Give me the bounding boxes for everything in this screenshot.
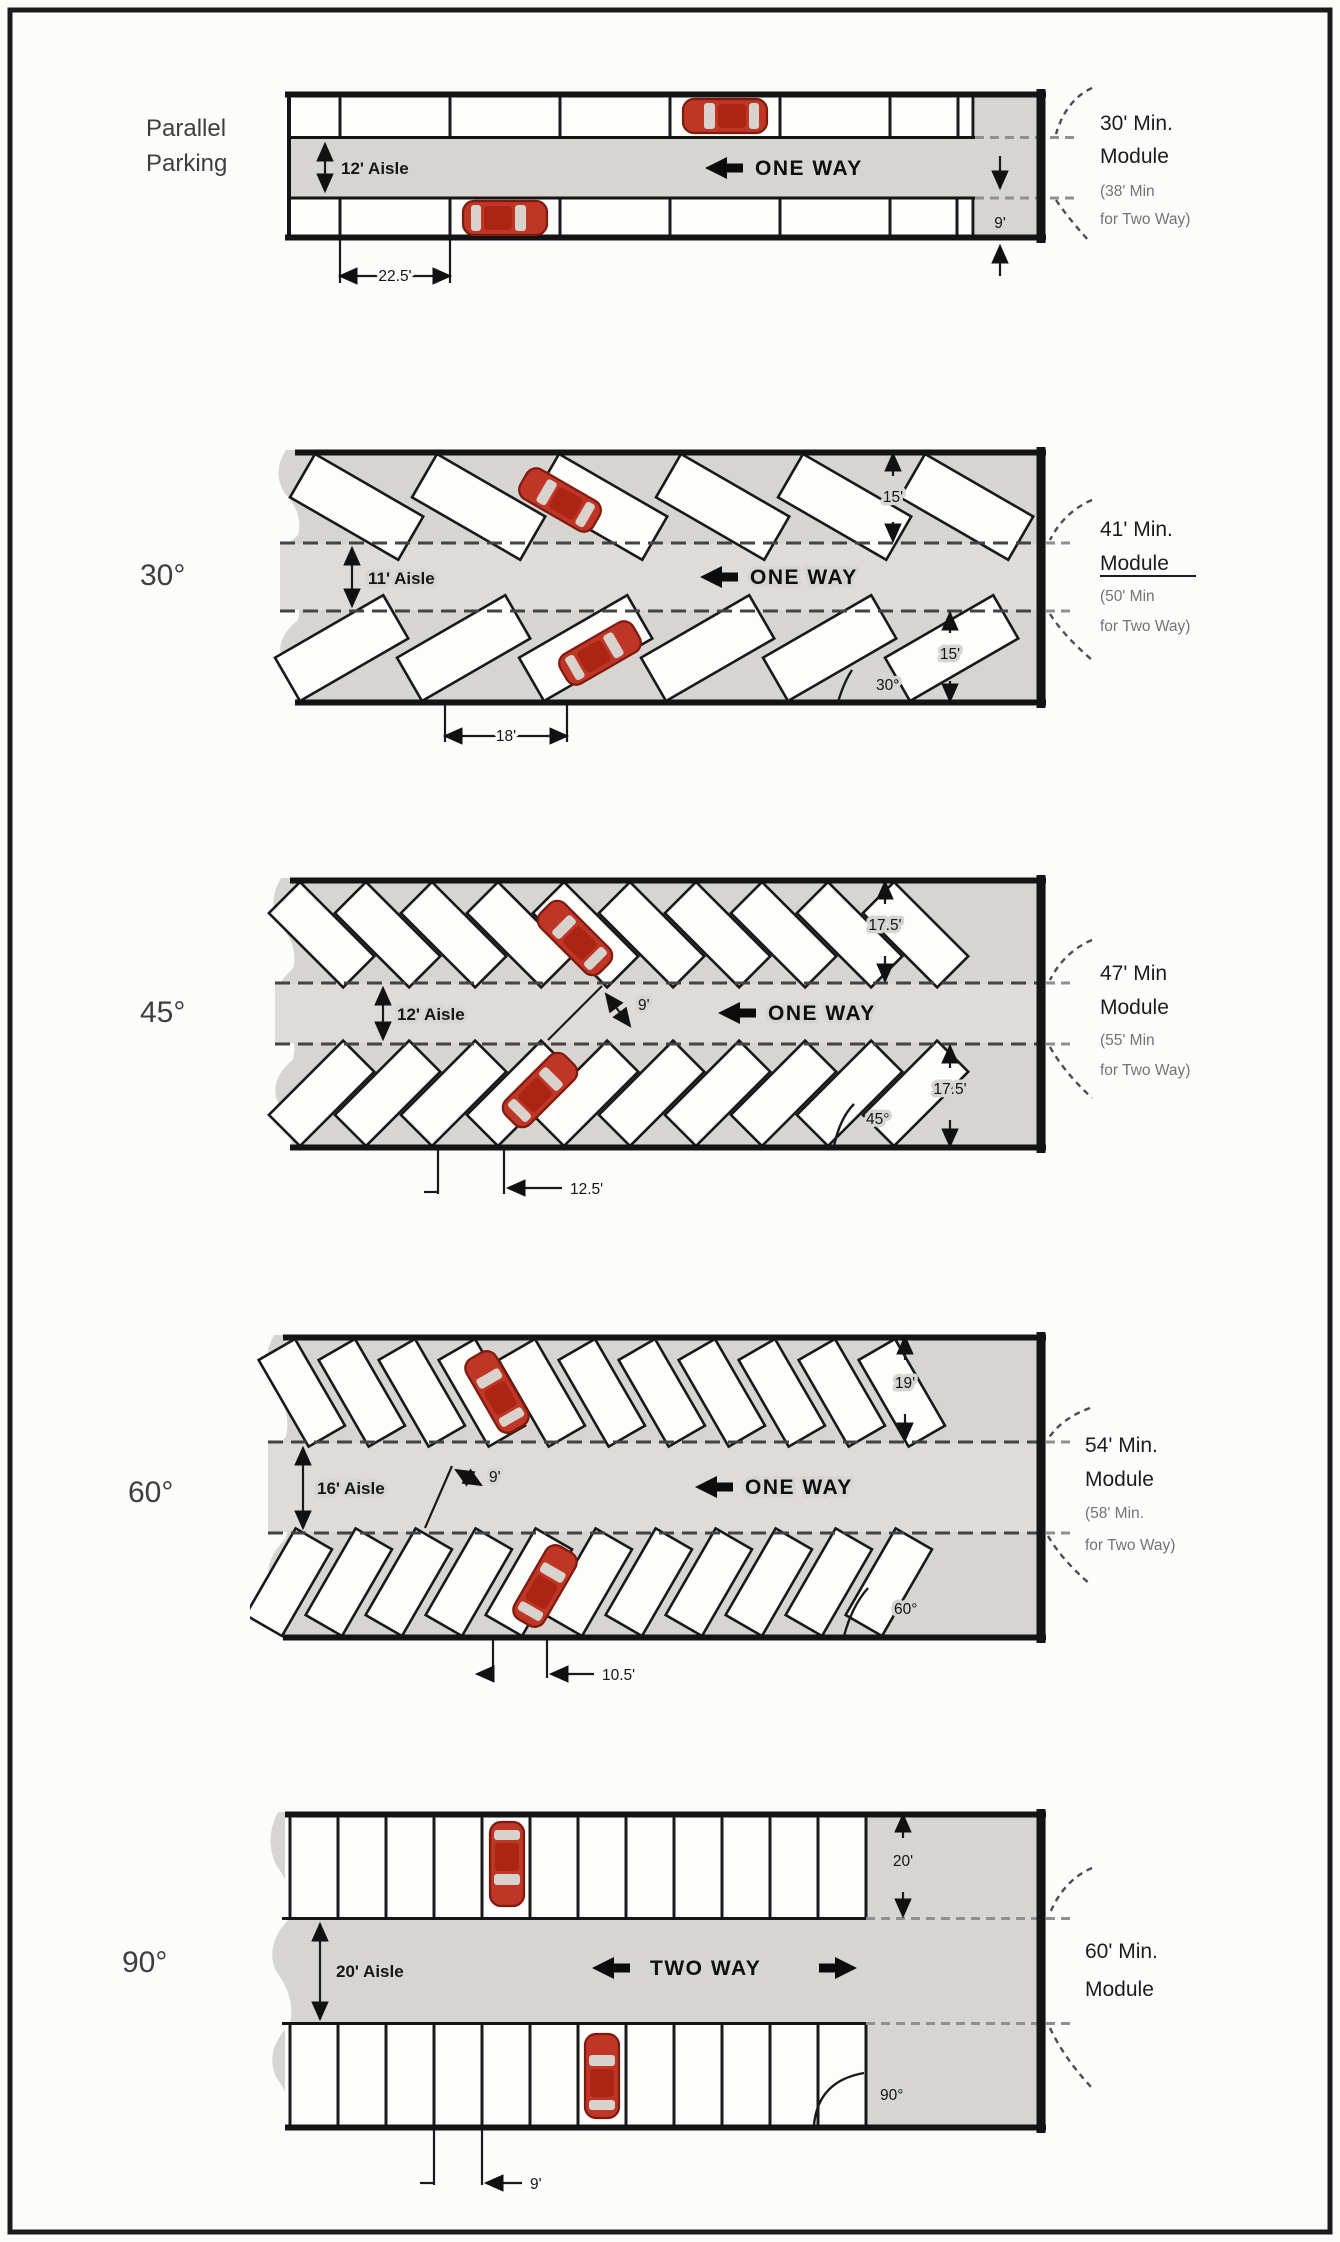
leader-curve [1050,614,1092,660]
stall-width-label: 9' [530,2176,542,2193]
direction-label: ONE WAY [768,1002,876,1025]
module-alt-label: (58' Min. [1085,1505,1144,1522]
stall-depth-label: 19' [894,1375,916,1392]
stall-row [289,97,975,137]
module-alt-label: (55' Min [1100,1032,1155,1049]
module-label: Module [1100,552,1169,575]
module-label: Module [1085,1978,1154,2001]
aisle-width-label: 11' Aisle [368,569,435,588]
section-label: 45° [140,996,186,1029]
section-label: 60° [128,1476,174,1509]
angle-label: 60° [894,1601,918,1618]
leader-curve [1050,1868,1092,1913]
aisle-width-label: 20' Aisle [336,1962,404,1981]
angle-label: 45° [866,1111,890,1128]
stall-row [285,2025,866,2126]
leader-curve [1050,940,1092,980]
stall-depth-label: 17.5' [933,1081,967,1098]
module-label: Module [1100,145,1169,168]
angle-label: 90° [880,2087,904,2104]
module-label: Module [1085,1468,1154,1491]
leader-curve [1050,1047,1092,1098]
curb-spacing-label: 18' [495,728,517,745]
stall-depth-label: 20' [892,1853,914,1870]
stall-row [285,1816,866,1917]
module-alt-label: for Two Way) [1100,211,1191,228]
module-label: 54' Min. [1085,1434,1158,1457]
leader-curve [1056,88,1092,134]
direction-label: ONE WAY [755,157,863,180]
section-label: 90° [122,1946,168,1979]
section-parallel-parking [146,88,1190,285]
section-label: 30° [140,559,186,592]
module-alt-label: for Two Way) [1100,1062,1191,1079]
aisle-width-label: 12' Aisle [397,1005,465,1024]
stall-depth-label: 17.5' [868,917,902,934]
module-label: Module [1100,996,1169,1019]
module-label: 41' Min. [1100,518,1173,541]
module-alt-label: for Two Way) [1085,1537,1176,1554]
stall-depth-label: 15' [939,646,961,663]
section-60-degree [128,1332,1175,1684]
aisle-width-label: 12' Aisle [341,159,409,178]
stall-width-label: 9' [638,997,650,1014]
module-label: 47' Min [1100,962,1168,985]
curb-spacing-label: 12.5' [570,1181,604,1198]
car-icon [490,1822,524,1906]
section-45-degree [140,875,1190,1198]
car-icon [585,2034,619,2118]
angle-label: 30° [876,677,900,694]
section-90-degree [122,1809,1158,2193]
leader-curve [1048,1408,1090,1439]
module-alt-label: (38' Min [1100,183,1155,200]
module-alt-label: for Two Way) [1100,618,1191,635]
direction-label: TWO WAY [650,1957,762,1980]
section-label: Parking [146,150,228,177]
section-label: Parallel [146,115,227,142]
module-alt-label: (50' Min [1100,588,1155,605]
car-icon [463,201,547,235]
aisle-lane [268,1443,1046,1532]
leader-curve [1050,2028,1092,2088]
module-label: 30' Min. [1100,112,1173,135]
stall-depth-label: 9' [994,215,1006,232]
direction-label: ONE WAY [745,1476,853,1499]
aisle-width-label: 16' Aisle [317,1479,385,1498]
aisle-lane [275,984,1046,1043]
leader-curve [1056,200,1090,242]
leader-curve [1050,500,1092,540]
stall-depth-label: 15' [882,489,904,506]
module-label: 60' Min. [1085,1940,1158,1963]
section-30-degree [140,447,1196,745]
leader-curve [1048,1536,1090,1584]
curb-spacing-label: 10.5' [602,1667,636,1684]
car-icon [683,99,767,133]
stall-length-label: 22.5' [378,268,412,285]
stall-row [289,199,975,237]
direction-label: ONE WAY [750,566,858,589]
stall-width-label: 9' [489,1469,501,1486]
